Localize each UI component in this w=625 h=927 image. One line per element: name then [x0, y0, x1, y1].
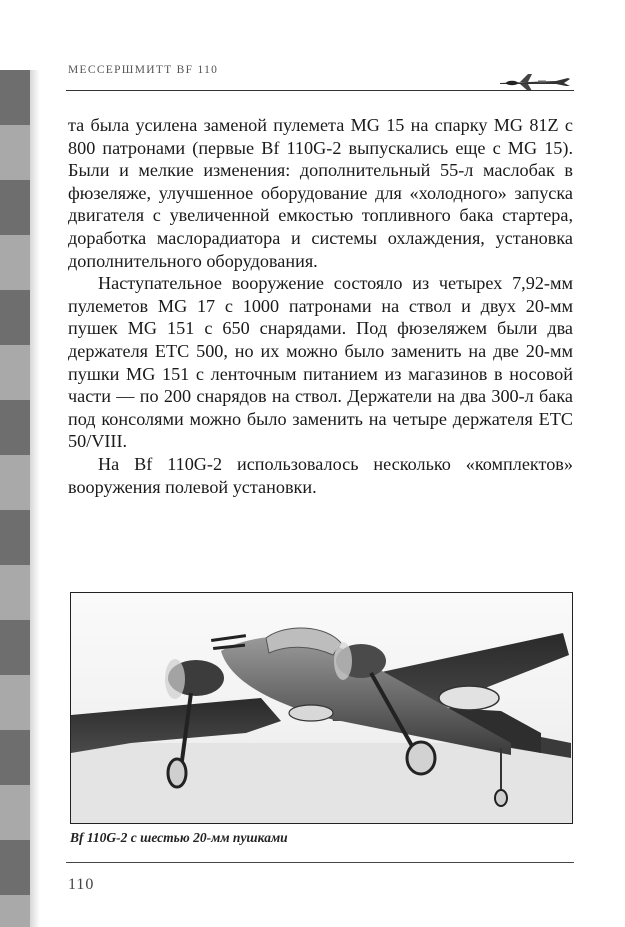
header-rule	[66, 90, 574, 91]
paragraph-2: Наступательное вооружение состояло из четырех 7,92-мм пулеметов MG 17 с 1000 патронами на ствол и двух 20-мм пушек MG 151 с 650 снарядами. Под фюзеляжем были два держателя ETC 500, но их можно было заменить на две 20-мм пушки MG 151 с ленточным питанием из магазинов в носовой части — по 200 снарядов на ствол. Держатели на два 300-л бака под консолями можно было заменить на четыре держателя ETC 50/VIII.	[68, 273, 573, 452]
running-head: МЕССЕРШМИТТ BF 110	[68, 64, 219, 76]
aircraft-silhouette-icon	[498, 72, 572, 92]
paragraph-1: та была усилена заменой пулемета MG 15 на спарку MG 81Z с 800 патронами (первые Bf 110G-2 выпускались еще с MG 15). Были и мелкие изменения: дополнительный 55-л маслобак в фюзеляже, улучшенное оборудование для «холодного» запуска двигателя с увеличенной емкостью топливного бака стартера, доработка маслорадиатора и системы охлаждения, установка дополнительного оборудования.	[68, 115, 573, 271]
paragraph-3: На Bf 110G-2 использовалось несколько «комплектов» вооружения полевой установки.	[68, 453, 573, 497]
figure-caption: Bf 110G-2 с шестью 20-мм пушками	[70, 830, 288, 845]
body-text	[68, 114, 573, 498]
page-edge-strip	[0, 70, 30, 927]
aircraft-photo	[70, 592, 573, 824]
footer-rule	[66, 862, 574, 863]
page-number: 110	[68, 876, 95, 893]
